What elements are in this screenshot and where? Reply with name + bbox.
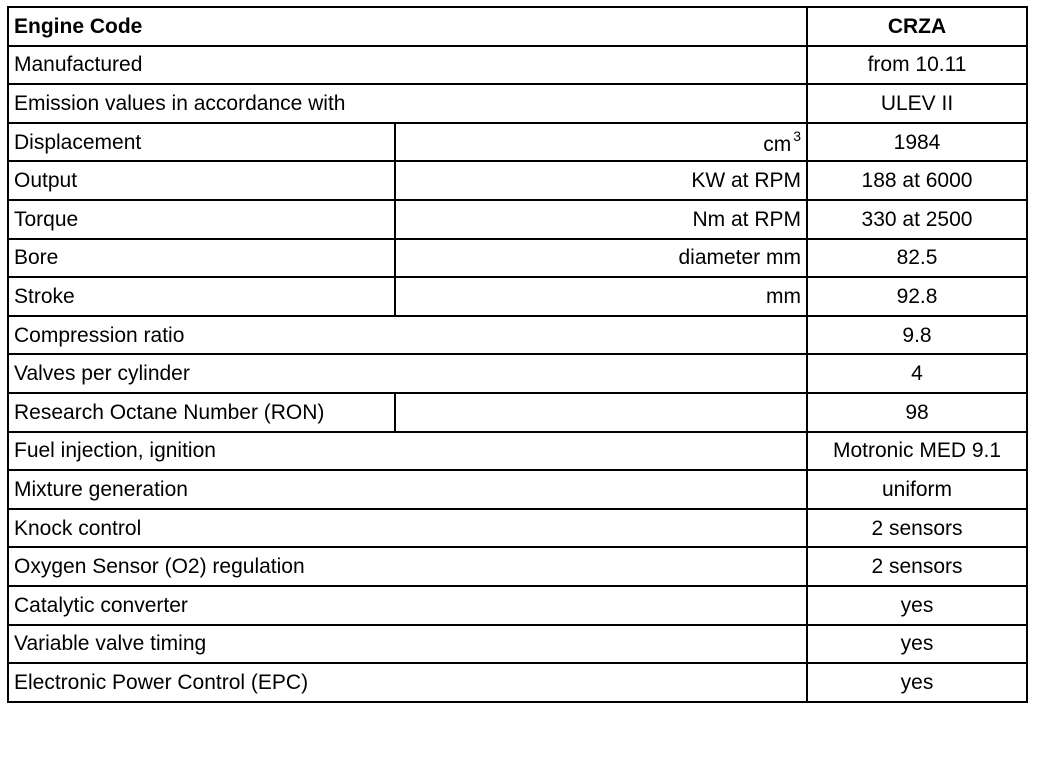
table-row <box>8 586 1027 625</box>
unit-text: cm <box>763 133 792 157</box>
row-value: 2 sensors <box>807 547 1027 586</box>
table-row <box>8 354 1027 393</box>
row-label: Catalytic converter <box>8 586 807 625</box>
row-label: Compression ratio <box>8 316 807 355</box>
row-value: ULEV II <box>807 84 1027 123</box>
unit-superscript: 3 <box>793 128 801 145</box>
row-value: 2 sensors <box>807 509 1027 548</box>
row-label: Bore <box>8 239 395 278</box>
row-value: 188 at 6000 <box>807 161 1027 200</box>
row-value: Motronic MED 9.1 <box>807 432 1027 471</box>
row-unit: Nm at RPM <box>395 200 807 239</box>
row-label: Stroke <box>8 277 395 316</box>
row-value: 4 <box>807 354 1027 393</box>
row-value: uniform <box>807 470 1027 509</box>
table-row <box>8 200 1027 239</box>
table-row <box>8 663 1027 702</box>
row-label: Torque <box>8 200 395 239</box>
table-row <box>8 239 1027 278</box>
table-row <box>8 509 1027 548</box>
row-label: Displacement <box>8 123 395 162</box>
row-value: 1984 <box>807 123 1027 162</box>
table-row <box>8 46 1027 85</box>
row-label: Manufactured <box>8 46 807 85</box>
table-row <box>8 84 1027 123</box>
table-row <box>8 161 1027 200</box>
row-value: 98 <box>807 393 1027 432</box>
row-label: Electronic Power Control (EPC) <box>8 663 807 702</box>
row-label: Emission values in accordance with <box>8 84 807 123</box>
row-value: 330 at 2500 <box>807 200 1027 239</box>
row-value: yes <box>807 586 1027 625</box>
row-unit: mm <box>395 277 807 316</box>
row-label: Fuel injection, ignition <box>8 432 807 471</box>
row-value: yes <box>807 625 1027 664</box>
engine-spec-table <box>7 6 1028 703</box>
row-value: 9.8 <box>807 316 1027 355</box>
table-row <box>8 393 1027 432</box>
table-row <box>8 432 1027 471</box>
row-value: 92.8 <box>807 277 1027 316</box>
row-unit <box>395 393 807 432</box>
table-row <box>8 547 1027 586</box>
row-label: Valves per cylinder <box>8 354 807 393</box>
row-label: Knock control <box>8 509 807 548</box>
row-label: Output <box>8 161 395 200</box>
row-label: Mixture generation <box>8 470 807 509</box>
row-label: Research Octane Number (RON) <box>8 393 395 432</box>
table-row <box>8 316 1027 355</box>
row-unit <box>395 123 807 162</box>
table-row <box>8 470 1027 509</box>
row-value: from 10.11 <box>807 46 1027 85</box>
row-unit: KW at RPM <box>395 161 807 200</box>
table-row <box>8 625 1027 664</box>
row-label: Oxygen Sensor (O2) regulation <box>8 547 807 586</box>
row-unit: diameter mm <box>395 239 807 278</box>
table-row <box>8 277 1027 316</box>
header-value: CRZA <box>807 7 1027 46</box>
row-label: Variable valve timing <box>8 625 807 664</box>
header-label: Engine Code <box>8 7 807 46</box>
table-header-row <box>8 7 1027 46</box>
row-value: yes <box>807 663 1027 702</box>
row-value: 82.5 <box>807 239 1027 278</box>
table-row <box>8 123 1027 162</box>
